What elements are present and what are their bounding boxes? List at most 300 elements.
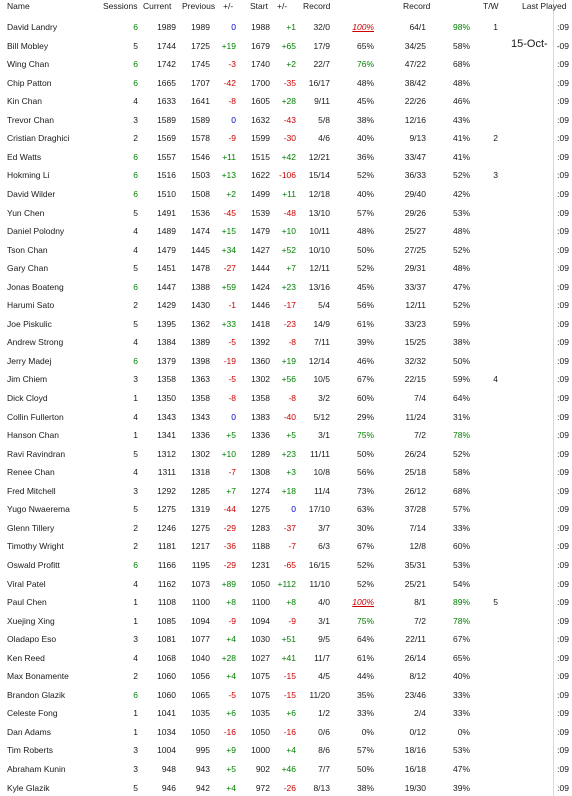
current-rating: 948 <box>161 764 176 774</box>
table-row <box>0 203 572 222</box>
previous-rating: 943 <box>195 764 210 774</box>
tournament-wins: 4 <box>493 374 498 385</box>
total-win-pct: 48% <box>452 77 470 88</box>
last-played-cell: :09 <box>557 764 569 774</box>
player-name: Xuejing Xing <box>7 615 55 626</box>
session-win-pct: 50% <box>356 764 374 774</box>
start-rating: 1679 <box>251 40 270 51</box>
player-name: Jim Chiem <box>7 374 48 385</box>
total-record: 8/1 <box>414 597 426 608</box>
total-record: 38/42 <box>404 77 426 88</box>
player-name: David Wilder <box>7 188 56 199</box>
sessions-cell: 4 <box>133 652 138 663</box>
table-row <box>0 407 572 426</box>
diff-start: -7 <box>288 541 296 552</box>
session-win-pct: 100% <box>352 597 374 608</box>
start-rating: 1360 <box>251 355 270 366</box>
last-played-cell: :09 <box>557 485 569 496</box>
sessions-cell: 1 <box>133 726 138 737</box>
diff-start: -15 <box>283 671 296 682</box>
table-row <box>0 481 572 500</box>
session-win-pct: 67% <box>356 541 374 552</box>
diff-start: +51 <box>281 634 296 645</box>
session-win-pct: 40% <box>356 188 374 199</box>
session-record: 6/3 <box>318 541 330 552</box>
session-record: 7/7 <box>318 764 330 774</box>
current-rating: 1350 <box>157 393 176 403</box>
session-record: 12/14 <box>308 355 330 366</box>
last-played-cell: :09 <box>557 77 569 88</box>
start-rating: 1075 <box>251 671 270 682</box>
table-row <box>0 759 572 778</box>
player-name: Tim Roberts <box>7 745 53 756</box>
diff-start: -30 <box>283 133 296 144</box>
sessions-cell: 6 <box>133 355 138 366</box>
table-row <box>0 462 572 481</box>
player-name: Kin Chan <box>7 96 42 107</box>
current-rating: 1569 <box>157 133 176 144</box>
session-record: 17/9 <box>313 40 330 51</box>
header-row <box>0 0 572 12</box>
last-played-cell: :09 <box>557 597 569 608</box>
player-name: Jonas Boateng <box>7 281 64 292</box>
current-rating: 1589 <box>157 114 176 125</box>
player-name: Dan Adams <box>7 726 51 737</box>
player-name: Oswald Profitt <box>7 559 60 570</box>
diff-start: +2 <box>286 59 296 70</box>
total-record: 34/25 <box>404 40 426 51</box>
last-played-cell: :09 <box>557 541 569 552</box>
total-win-pct: 53% <box>452 559 470 570</box>
total-record: 0/12 <box>409 726 426 737</box>
sessions-cell: 6 <box>133 281 138 292</box>
header-name: Name <box>7 1 30 11</box>
previous-rating: 1503 <box>191 170 210 181</box>
total-record: 26/14 <box>404 652 426 663</box>
session-win-pct: 29% <box>356 411 374 422</box>
total-record: 36/33 <box>404 170 426 181</box>
sessions-cell: 4 <box>133 578 138 589</box>
sessions-cell: 6 <box>133 559 138 570</box>
session-record: 4/0 <box>318 597 330 608</box>
player-name: Ravi Ravindran <box>7 448 66 459</box>
diff-previous: +2 <box>226 188 236 199</box>
session-win-pct: 52% <box>356 578 374 589</box>
player-name: Oladapo Eso <box>7 634 57 645</box>
sessions-cell: 2 <box>133 541 138 552</box>
session-record: 1/2 <box>318 708 330 719</box>
total-win-pct: 46% <box>452 96 470 107</box>
player-name: Collin Fullerton <box>7 411 64 422</box>
sessions-cell: 3 <box>133 374 138 385</box>
total-record: 22/11 <box>405 634 426 645</box>
last-played-cell: :09 <box>557 745 569 756</box>
last-played-cell: :09 <box>557 393 569 403</box>
player-name: Max Bonamente <box>7 671 69 682</box>
previous-rating: 1318 <box>191 467 210 478</box>
session-record: 10/11 <box>309 226 330 237</box>
diff-start: -15 <box>283 689 296 700</box>
table-row <box>0 425 572 444</box>
sessions-cell: 2 <box>133 300 138 311</box>
previous-rating: 1100 <box>191 597 210 608</box>
diff-start: +10 <box>281 226 296 237</box>
previous-rating: 1065 <box>191 689 210 700</box>
sessions-cell: 6 <box>133 188 138 199</box>
sessions-cell: 6 <box>133 689 138 700</box>
session-record: 11/7 <box>314 652 330 663</box>
last-played-cell: :09 <box>557 467 569 478</box>
last-played-cell: :09 <box>557 133 569 144</box>
table-row <box>0 666 572 685</box>
sessions-cell: 4 <box>133 226 138 237</box>
diff-previous: +59 <box>221 281 236 292</box>
previous-rating: 1302 <box>191 448 210 459</box>
total-record: 29/31 <box>404 263 426 274</box>
player-name: Tson Chan <box>7 244 48 255</box>
total-record: 26/24 <box>404 448 426 459</box>
session-record: 10/8 <box>313 467 330 478</box>
session-record: 9/11 <box>314 96 330 107</box>
total-win-pct: 33% <box>452 708 470 719</box>
session-record: 10/5 <box>313 374 330 385</box>
total-record: 7/2 <box>414 430 426 441</box>
table-row <box>0 499 572 518</box>
diff-previous: -3 <box>228 59 236 70</box>
start-rating: 1100 <box>251 597 270 608</box>
total-record: 12/16 <box>404 114 426 125</box>
tournament-wins: 5 <box>493 597 498 608</box>
session-record: 11/10 <box>309 578 330 589</box>
start-rating: 1392 <box>251 337 270 348</box>
diff-previous: +4 <box>226 782 236 793</box>
previous-rating: 1707 <box>191 77 210 88</box>
session-record: 5/4 <box>318 300 330 311</box>
diff-previous: -9 <box>228 615 236 626</box>
total-win-pct: 33% <box>452 689 470 700</box>
current-rating: 1633 <box>157 96 176 107</box>
diff-previous: -27 <box>223 263 236 274</box>
previous-rating: 1989 <box>191 22 210 32</box>
header-current: Current <box>143 1 172 11</box>
table-row <box>0 648 572 667</box>
total-win-pct: 78% <box>452 615 470 626</box>
total-win-pct: 31% <box>452 411 470 422</box>
sessions-cell: 3 <box>133 634 138 645</box>
diff-previous: +7 <box>226 485 236 496</box>
diff-start: -9 <box>288 615 296 626</box>
diff-start: +8 <box>286 597 296 608</box>
session-win-pct: 75% <box>356 430 374 441</box>
last-played-cell: :09 <box>557 448 569 459</box>
diff-previous: -9 <box>228 133 236 144</box>
session-win-pct: 52% <box>356 263 374 274</box>
sessions-cell: 6 <box>133 170 138 181</box>
session-win-pct: 46% <box>356 355 374 366</box>
session-win-pct: 45% <box>356 281 374 292</box>
session-win-pct: 65% <box>356 40 374 51</box>
header-last-played: Last Played <box>522 1 567 11</box>
total-win-pct: 33% <box>452 522 470 533</box>
table-row <box>0 536 572 555</box>
start-rating: 1035 <box>251 708 270 719</box>
table-row <box>0 555 572 574</box>
start-rating: 1479 <box>251 226 270 237</box>
diff-previous: -1 <box>228 300 236 311</box>
total-record: 11/24 <box>405 411 426 422</box>
player-name: Andrew Strong <box>7 337 64 348</box>
session-record: 10/10 <box>308 244 330 255</box>
diff-previous: -5 <box>228 689 236 700</box>
player-name: Yugo Nwaerema <box>7 504 70 515</box>
session-record: 13/16 <box>308 281 330 292</box>
start-rating: 1383 <box>251 411 270 422</box>
total-record: 7/2 <box>414 615 426 626</box>
sessions-cell: 1 <box>133 393 138 403</box>
start-rating: 1358 <box>251 393 270 403</box>
diff-start: +1 <box>286 22 296 32</box>
diff-start: +112 <box>277 578 296 589</box>
table-row <box>0 332 572 351</box>
session-record: 12/11 <box>309 263 330 274</box>
sessions-cell: 6 <box>133 77 138 88</box>
header-tw: T/W <box>483 1 499 11</box>
diff-previous: +28 <box>221 652 236 663</box>
total-record: 2/4 <box>414 708 426 719</box>
session-win-pct: 38% <box>356 114 374 125</box>
diff-previous: -29 <box>223 522 236 533</box>
session-record: 11/20 <box>309 689 330 700</box>
total-win-pct: 39% <box>452 782 470 793</box>
sessions-cell: 5 <box>133 318 138 329</box>
table-row <box>0 314 572 333</box>
sessions-cell: 2 <box>133 522 138 533</box>
start-rating: 1283 <box>251 522 270 533</box>
diff-previous: -8 <box>228 393 236 403</box>
current-rating: 1292 <box>157 485 176 496</box>
current-rating: 1429 <box>157 300 176 311</box>
current-rating: 1341 <box>157 430 176 441</box>
player-name: Yun Chen <box>7 207 45 218</box>
table-row <box>0 128 572 147</box>
start-rating: 1336 <box>251 430 270 441</box>
session-record: 3/2 <box>318 393 330 403</box>
total-win-pct: 52% <box>452 300 470 311</box>
table-row <box>0 258 572 277</box>
last-played-cell: :09 <box>557 263 569 274</box>
diff-previous: -5 <box>228 374 236 385</box>
diff-previous: 0 <box>231 114 236 125</box>
player-name: Renee Chan <box>7 467 55 478</box>
total-win-pct: 48% <box>452 226 470 237</box>
start-rating: 1427 <box>251 244 270 255</box>
last-played-cell: :09 <box>557 96 569 107</box>
start-rating: 1424 <box>251 281 270 292</box>
session-win-pct: 67% <box>356 374 374 385</box>
last-played-cell: :09 <box>557 578 569 589</box>
last-played-cell: :09 <box>557 504 569 515</box>
start-rating: 1289 <box>251 448 270 459</box>
diff-start: +5 <box>286 430 296 441</box>
diff-start: +65 <box>281 40 296 51</box>
session-record: 22/7 <box>313 59 330 70</box>
session-record: 3/1 <box>318 615 330 626</box>
previous-rating: 1056 <box>191 671 210 682</box>
start-rating: 1274 <box>251 485 270 496</box>
total-win-pct: 58% <box>452 40 470 51</box>
total-win-pct: 52% <box>452 448 470 459</box>
start-rating: 1231 <box>251 559 270 570</box>
start-rating: 1050 <box>251 726 270 737</box>
player-name: Daniel Polodny <box>7 226 65 237</box>
header-diff-start: +/- <box>277 1 288 11</box>
previous-rating: 1388 <box>191 281 210 292</box>
last-played-cell: :09 <box>557 634 569 645</box>
total-win-pct: 89% <box>452 597 470 608</box>
last-played-cell: :09 <box>557 114 569 125</box>
total-record: 35/31 <box>404 559 426 570</box>
diff-start: +7 <box>286 263 296 274</box>
diff-start: +23 <box>281 448 296 459</box>
diff-start: -48 <box>283 207 296 218</box>
last-played-cell: :09 <box>557 300 569 311</box>
table-row <box>0 703 572 722</box>
previous-rating: 1745 <box>191 59 210 70</box>
last-played-date: 15-Oct- <box>511 38 548 50</box>
session-record: 11/4 <box>314 485 330 496</box>
last-played-cell: :09 <box>557 708 569 719</box>
diff-start: -40 <box>283 411 296 422</box>
diff-start: -35 <box>283 77 296 88</box>
total-win-pct: 68% <box>452 485 470 496</box>
table-row <box>0 147 572 166</box>
diff-previous: +4 <box>226 671 236 682</box>
session-record: 3/1 <box>318 430 330 441</box>
table-row <box>0 740 572 759</box>
total-win-pct: 98% <box>452 22 470 32</box>
current-rating: 1447 <box>157 281 176 292</box>
total-record: 26/12 <box>404 485 426 496</box>
diff-previous: +13 <box>221 170 236 181</box>
player-name: Gary Chan <box>7 263 49 274</box>
current-rating: 1557 <box>157 151 176 162</box>
session-record: 3/7 <box>318 522 330 533</box>
start-rating: 1075 <box>251 689 270 700</box>
last-played-cell: :09 <box>557 615 569 626</box>
session-win-pct: 64% <box>356 634 374 645</box>
last-played-cell: :09 <box>557 318 569 329</box>
last-played-cell: :09 <box>557 689 569 700</box>
current-rating: 1395 <box>157 318 176 329</box>
total-win-pct: 60% <box>452 541 470 552</box>
tournament-wins: 3 <box>493 170 498 181</box>
session-record: 8/13 <box>313 782 330 793</box>
session-win-pct: 39% <box>356 337 374 348</box>
sessions-cell: 6 <box>133 59 138 70</box>
session-record: 12/21 <box>308 151 330 162</box>
last-played-cell: :09 <box>557 355 569 366</box>
sessions-cell: 5 <box>133 263 138 274</box>
current-rating: 1311 <box>157 467 176 478</box>
diff-start: +42 <box>281 151 296 162</box>
total-win-pct: 50% <box>452 355 470 366</box>
diff-previous: -8 <box>228 96 236 107</box>
player-name: Hanson Chan <box>7 430 59 441</box>
diff-previous: +10 <box>221 448 236 459</box>
session-win-pct: 50% <box>356 448 374 459</box>
total-record: 29/26 <box>404 207 426 218</box>
player-name: Celeste Fong <box>7 708 58 719</box>
total-record: 12/11 <box>405 300 426 311</box>
total-win-pct: 53% <box>452 207 470 218</box>
previous-rating: 1478 <box>191 263 210 274</box>
previous-rating: 1546 <box>191 151 210 162</box>
diff-start: +3 <box>286 467 296 478</box>
diff-start: +11 <box>282 188 296 199</box>
diff-start: +23 <box>281 281 296 292</box>
last-played-cell: :09 <box>557 559 569 570</box>
session-win-pct: 45% <box>356 96 374 107</box>
player-name: Paul Chen <box>7 597 47 608</box>
table-row <box>0 778 572 796</box>
diff-previous: +15 <box>221 226 236 237</box>
player-name: Abraham Kunin <box>7 764 66 774</box>
sessions-cell: 4 <box>133 337 138 348</box>
total-win-pct: 47% <box>452 764 470 774</box>
session-win-pct: 40% <box>356 133 374 144</box>
total-record: 18/16 <box>404 745 426 756</box>
current-rating: 1068 <box>157 652 176 663</box>
diff-previous: -19 <box>223 355 236 366</box>
previous-rating: 1077 <box>191 634 210 645</box>
current-rating: 1510 <box>157 188 176 199</box>
previous-rating: 1040 <box>191 652 210 663</box>
current-rating: 1085 <box>157 615 176 626</box>
total-record: 33/47 <box>404 151 426 162</box>
sessions-cell: 4 <box>133 96 138 107</box>
player-name: David Landry <box>7 22 58 32</box>
total-win-pct: 57% <box>452 504 470 515</box>
session-record: 5/8 <box>318 114 330 125</box>
start-rating: 1700 <box>251 77 270 88</box>
diff-start: +6 <box>286 708 296 719</box>
session-record: 12/18 <box>308 188 330 199</box>
sessions-cell: 3 <box>133 764 138 774</box>
total-record: 25/18 <box>404 467 426 478</box>
last-played-cell: :09 <box>557 782 569 793</box>
session-record: 4/5 <box>318 671 330 682</box>
start-rating: 1515 <box>251 151 270 162</box>
diff-previous: 0 <box>231 411 236 422</box>
start-rating: 1599 <box>251 133 270 144</box>
previous-rating: 1474 <box>191 226 210 237</box>
player-name: Timothy Wright <box>7 541 64 552</box>
previous-rating: 1536 <box>191 207 210 218</box>
total-win-pct: 38% <box>452 337 470 348</box>
session-record: 11/11 <box>309 448 330 459</box>
total-win-pct: 78% <box>452 430 470 441</box>
start-rating: 1499 <box>251 188 270 199</box>
total-win-pct: 58% <box>452 467 470 478</box>
player-name: Glenn Tillery <box>7 522 55 533</box>
current-rating: 1162 <box>157 578 176 589</box>
total-record: 37/28 <box>404 504 426 515</box>
current-rating: 1516 <box>157 170 176 181</box>
total-record: 33/23 <box>404 318 426 329</box>
total-win-pct: 67% <box>452 634 470 645</box>
total-record: 22/15 <box>404 374 426 385</box>
sessions-cell: 5 <box>133 207 138 218</box>
